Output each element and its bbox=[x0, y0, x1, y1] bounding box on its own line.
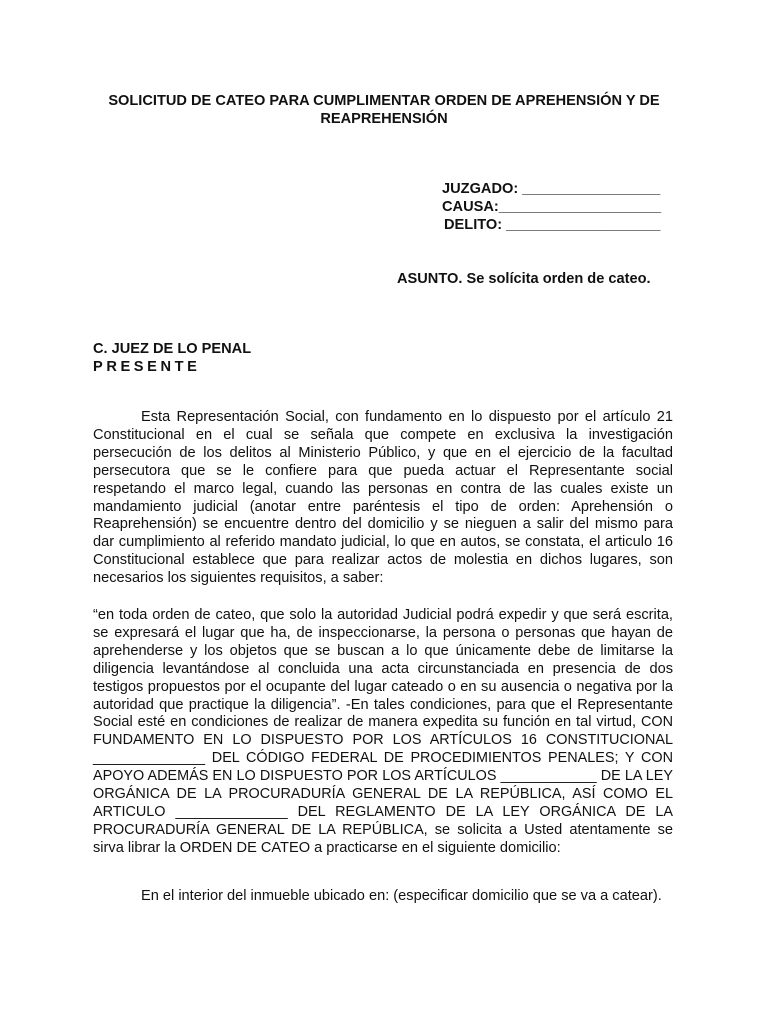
case-info-block bbox=[442, 180, 682, 234]
subject-line: ASUNTO. Se solícita orden de cateo. bbox=[397, 271, 651, 287]
paragraph-fundamento: Esta Representación Social, con fundamento en lo dispuesto por el artículo 21 Constitucional en el cual se señala que compete en exclusiva la investigación persecución de los delitos al Ministerio Público, y que en el ejercicio de la facultad persecutora que se le confiere para que pueda actuar el Representante social respetando el marco legal, cuando las personas en contra de las cuales existe un mandamiento judicial (anotar entre paréntesis el tipo de orden: Aprehensión o Reaprehensión) se encuentre dentro del domicilio y se nieguen a salir del mismo para dar cumplimiento al referido mandato judicial, lo que en autos, se constata, el articulo 16 Constitucional establece que para realizar actos de molestia en dichos lugares, son necesarios los siguientes requisitos, a saber: bbox=[93, 409, 673, 587]
paragraph-quote-text: “en toda orden de cateo, que solo la autoridad Judicial podrá expedir y que será escrita, se expresará el lugar que ha, de inspeccionarse, la persona o personas que hayan de aprehenderse y los objetos que se buscan a lo que únicamente debe de limitarse la diligencia levantándose al concluida una acta circunstanciada en presencia de dos testigos propuestos por el ocupante del lugar cateado o en su ausencia o negativa por la autoridad que practique la diligencia”. -En tales condiciones, para que el Representante Social esté en condiciones de realizar de manera expedita su función en tal virtud, bbox=[93, 607, 673, 731]
addressee-presente: PRESENTE bbox=[93, 359, 201, 375]
document-title: SOLICITUD DE CATEO PARA CUMPLIMENTAR ORDEN DE APREHENSIÓN Y DE REAPREHENSIÓN bbox=[108, 93, 660, 127]
paragraph-request-text: se solicita a Usted atentamente se sirva librar la ORDEN DE CATEO a practicarse en el siguiente domicilio: bbox=[93, 821, 673, 856]
paragraph-requisitos bbox=[93, 607, 673, 858]
addressee-block bbox=[93, 340, 251, 376]
paragraph-domicilio: En el interior del inmueble ubicado en: (especificar domicilio que se va a catear). bbox=[141, 888, 662, 904]
juzgado-field: JUZGADO: _________________ bbox=[442, 181, 661, 197]
addressee-name: C. JUEZ DE LO PENAL bbox=[93, 341, 252, 357]
paragraph-legal-basis: CON FUNDAMENTO EN LO DISPUESTO POR LOS ARTÍCULOS 16 CONSTITUCIONAL ______________ DEL CÓDIGO FEDERAL DE PROCEDIMIENTOS PENALES; Y CON APOYO ADEMÁS EN LO DISPUESTO POR LOS ARTÍCULOS ____________ DE LA LEY ORGÁNICA DE LA PROCURADURÍA GENERAL DE LA REPÚBLICA, ASÍ COMO EL ARTICULO ______________ DEL REGLAMENTO DE LA LEY ORGÁNICA DE LA PROCURADURÍA GENERAL DE LA REPÚBLICA, bbox=[93, 714, 673, 838]
delito-field: DELITO: ___________________ bbox=[444, 217, 661, 233]
causa-field: CAUSA:____________________ bbox=[442, 199, 662, 215]
